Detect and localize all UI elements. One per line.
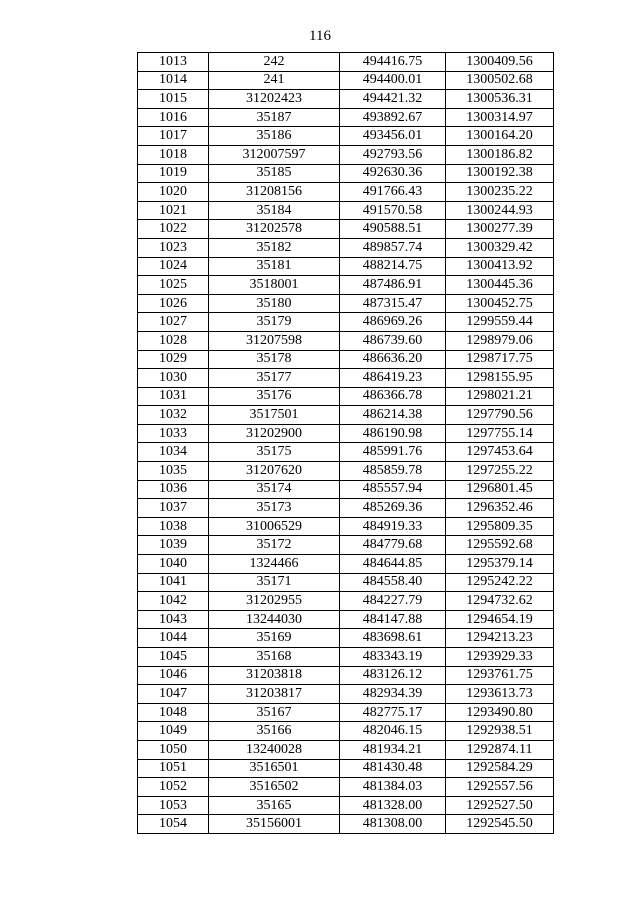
point-id-cell: 3518001 — [209, 276, 340, 295]
table-row — [138, 666, 554, 685]
point-id-cell: 35167 — [209, 703, 340, 722]
point-id-cell: 35186 — [209, 127, 340, 146]
y-coordinate-cell: 1292584.29 — [446, 759, 554, 778]
point-id-cell: 241 — [209, 71, 340, 90]
x-coordinate-cell: 483126.12 — [340, 666, 446, 685]
x-coordinate-cell: 488214.75 — [340, 257, 446, 276]
table-row — [138, 722, 554, 741]
table-row — [138, 648, 554, 667]
point-id-cell: 35172 — [209, 536, 340, 555]
table-row — [138, 499, 554, 518]
y-coordinate-cell: 1300244.93 — [446, 201, 554, 220]
x-coordinate-cell: 482775.17 — [340, 703, 446, 722]
point-id-cell: 35169 — [209, 629, 340, 648]
point-id-cell: 35168 — [209, 648, 340, 667]
table-row — [138, 90, 554, 109]
point-number-cell: 1052 — [138, 778, 209, 797]
x-coordinate-cell: 481934.21 — [340, 740, 446, 759]
table-row — [138, 759, 554, 778]
point-number-cell: 1030 — [138, 369, 209, 388]
point-number-cell: 1028 — [138, 331, 209, 350]
point-id-cell: 35187 — [209, 108, 340, 127]
point-id-cell: 35181 — [209, 257, 340, 276]
y-coordinate-cell: 1295592.68 — [446, 536, 554, 555]
point-id-cell: 13244030 — [209, 610, 340, 629]
point-number-cell: 1022 — [138, 220, 209, 239]
x-coordinate-cell: 492793.56 — [340, 145, 446, 164]
point-id-cell: 35182 — [209, 238, 340, 257]
table-row — [138, 71, 554, 90]
x-coordinate-cell: 491766.43 — [340, 183, 446, 202]
table-row — [138, 629, 554, 648]
x-coordinate-cell: 483343.19 — [340, 648, 446, 667]
table-row — [138, 406, 554, 425]
table-row — [138, 108, 554, 127]
y-coordinate-cell: 1292545.50 — [446, 815, 554, 834]
x-coordinate-cell: 486969.26 — [340, 313, 446, 332]
x-coordinate-cell: 481430.48 — [340, 759, 446, 778]
point-id-cell: 35176 — [209, 387, 340, 406]
point-id-cell: 35171 — [209, 573, 340, 592]
x-coordinate-cell: 483698.61 — [340, 629, 446, 648]
x-coordinate-cell: 493892.67 — [340, 108, 446, 127]
table-row — [138, 555, 554, 574]
x-coordinate-cell: 485557.94 — [340, 480, 446, 499]
y-coordinate-cell: 1298979.06 — [446, 331, 554, 350]
point-id-cell: 35174 — [209, 480, 340, 499]
point-number-cell: 1044 — [138, 629, 209, 648]
point-number-cell: 1040 — [138, 555, 209, 574]
x-coordinate-cell: 484919.33 — [340, 517, 446, 536]
y-coordinate-cell: 1300329.42 — [446, 238, 554, 257]
y-coordinate-cell: 1297790.56 — [446, 406, 554, 425]
table-row — [138, 276, 554, 295]
point-id-cell: 31202955 — [209, 592, 340, 611]
point-id-cell: 35184 — [209, 201, 340, 220]
table-row — [138, 145, 554, 164]
point-number-cell: 1031 — [138, 387, 209, 406]
y-coordinate-cell: 1292938.51 — [446, 722, 554, 741]
table-row — [138, 238, 554, 257]
table-row — [138, 685, 554, 704]
x-coordinate-cell: 486190.98 — [340, 424, 446, 443]
point-number-cell: 1054 — [138, 815, 209, 834]
table-row — [138, 443, 554, 462]
point-id-cell: 35173 — [209, 499, 340, 518]
table-row — [138, 536, 554, 555]
point-id-cell: 13240028 — [209, 740, 340, 759]
point-number-cell: 1027 — [138, 313, 209, 332]
table-row — [138, 778, 554, 797]
y-coordinate-cell: 1300502.68 — [446, 71, 554, 90]
point-id-cell: 3517501 — [209, 406, 340, 425]
point-id-cell: 31203817 — [209, 685, 340, 704]
table-row — [138, 703, 554, 722]
y-coordinate-cell: 1300413.92 — [446, 257, 554, 276]
y-coordinate-cell: 1300314.97 — [446, 108, 554, 127]
x-coordinate-cell: 494421.32 — [340, 90, 446, 109]
table-row — [138, 796, 554, 815]
table-row — [138, 517, 554, 536]
point-number-cell: 1039 — [138, 536, 209, 555]
point-id-cell: 312007597 — [209, 145, 340, 164]
point-id-cell: 31202423 — [209, 90, 340, 109]
y-coordinate-cell: 1298021.21 — [446, 387, 554, 406]
point-number-cell: 1048 — [138, 703, 209, 722]
y-coordinate-cell: 1298717.75 — [446, 350, 554, 369]
point-number-cell: 1029 — [138, 350, 209, 369]
y-coordinate-cell: 1295242.22 — [446, 573, 554, 592]
y-coordinate-cell: 1296352.46 — [446, 499, 554, 518]
point-number-cell: 1051 — [138, 759, 209, 778]
y-coordinate-cell: 1300277.39 — [446, 220, 554, 239]
table-row — [138, 387, 554, 406]
y-coordinate-cell: 1300235.22 — [446, 183, 554, 202]
point-number-cell: 1043 — [138, 610, 209, 629]
x-coordinate-cell: 492630.36 — [340, 164, 446, 183]
point-id-cell: 35165 — [209, 796, 340, 815]
y-coordinate-cell: 1292527.50 — [446, 796, 554, 815]
point-id-cell: 35177 — [209, 369, 340, 388]
coordinates-table-body — [138, 53, 554, 834]
point-number-cell: 1018 — [138, 145, 209, 164]
x-coordinate-cell: 489857.74 — [340, 238, 446, 257]
point-number-cell: 1014 — [138, 71, 209, 90]
table-row — [138, 164, 554, 183]
y-coordinate-cell: 1298155.95 — [446, 369, 554, 388]
x-coordinate-cell: 484644.85 — [340, 555, 446, 574]
point-number-cell: 1053 — [138, 796, 209, 815]
y-coordinate-cell: 1297755.14 — [446, 424, 554, 443]
y-coordinate-cell: 1295379.14 — [446, 555, 554, 574]
point-number-cell: 1025 — [138, 276, 209, 295]
y-coordinate-cell: 1292557.56 — [446, 778, 554, 797]
x-coordinate-cell: 484558.40 — [340, 573, 446, 592]
point-number-cell: 1045 — [138, 648, 209, 667]
point-number-cell: 1047 — [138, 685, 209, 704]
y-coordinate-cell: 1294213.23 — [446, 629, 554, 648]
point-id-cell: 35185 — [209, 164, 340, 183]
table-row — [138, 740, 554, 759]
point-number-cell: 1023 — [138, 238, 209, 257]
y-coordinate-cell: 1299559.44 — [446, 313, 554, 332]
point-number-cell: 1016 — [138, 108, 209, 127]
x-coordinate-cell: 481384.03 — [340, 778, 446, 797]
x-coordinate-cell: 490588.51 — [340, 220, 446, 239]
x-coordinate-cell: 486739.60 — [340, 331, 446, 350]
y-coordinate-cell: 1293490.80 — [446, 703, 554, 722]
point-number-cell: 1021 — [138, 201, 209, 220]
point-number-cell: 1019 — [138, 164, 209, 183]
x-coordinate-cell: 484227.79 — [340, 592, 446, 611]
table-row — [138, 53, 554, 72]
table-row — [138, 350, 554, 369]
coordinates-table — [137, 52, 554, 834]
table-row — [138, 815, 554, 834]
point-number-cell: 1013 — [138, 53, 209, 72]
y-coordinate-cell: 1295809.35 — [446, 517, 554, 536]
y-coordinate-cell: 1300536.31 — [446, 90, 554, 109]
y-coordinate-cell: 1300186.82 — [446, 145, 554, 164]
point-number-cell: 1046 — [138, 666, 209, 685]
point-number-cell: 1032 — [138, 406, 209, 425]
point-number-cell: 1038 — [138, 517, 209, 536]
x-coordinate-cell: 481328.00 — [340, 796, 446, 815]
point-id-cell: 35175 — [209, 443, 340, 462]
point-id-cell: 31203818 — [209, 666, 340, 685]
point-id-cell: 31202578 — [209, 220, 340, 239]
x-coordinate-cell: 484147.88 — [340, 610, 446, 629]
x-coordinate-cell: 485991.76 — [340, 443, 446, 462]
y-coordinate-cell: 1300445.36 — [446, 276, 554, 295]
point-number-cell: 1034 — [138, 443, 209, 462]
x-coordinate-cell: 486214.38 — [340, 406, 446, 425]
point-id-cell: 31207598 — [209, 331, 340, 350]
table-row — [138, 610, 554, 629]
table-row — [138, 331, 554, 350]
point-id-cell: 3516501 — [209, 759, 340, 778]
point-number-cell: 1017 — [138, 127, 209, 146]
point-id-cell: 35180 — [209, 294, 340, 313]
y-coordinate-cell: 1297453.64 — [446, 443, 554, 462]
page-number: 116 — [309, 28, 331, 44]
y-coordinate-cell: 1294732.62 — [446, 592, 554, 611]
y-coordinate-cell: 1300409.56 — [446, 53, 554, 72]
point-number-cell: 1020 — [138, 183, 209, 202]
point-number-cell: 1037 — [138, 499, 209, 518]
y-coordinate-cell: 1292874.11 — [446, 740, 554, 759]
table-row — [138, 183, 554, 202]
y-coordinate-cell: 1293929.33 — [446, 648, 554, 667]
point-id-cell: 1324466 — [209, 555, 340, 574]
y-coordinate-cell: 1300452.75 — [446, 294, 554, 313]
table-row — [138, 294, 554, 313]
table-row — [138, 573, 554, 592]
table-row — [138, 313, 554, 332]
point-number-cell: 1036 — [138, 480, 209, 499]
point-id-cell: 35156001 — [209, 815, 340, 834]
point-id-cell: 31207620 — [209, 462, 340, 481]
x-coordinate-cell: 481308.00 — [340, 815, 446, 834]
table-row — [138, 220, 554, 239]
point-number-cell: 1024 — [138, 257, 209, 276]
x-coordinate-cell: 486636.20 — [340, 350, 446, 369]
point-id-cell: 35166 — [209, 722, 340, 741]
table-row — [138, 462, 554, 481]
point-number-cell: 1035 — [138, 462, 209, 481]
point-id-cell: 35179 — [209, 313, 340, 332]
point-number-cell: 1050 — [138, 740, 209, 759]
point-id-cell: 31202900 — [209, 424, 340, 443]
x-coordinate-cell: 486419.23 — [340, 369, 446, 388]
table-row — [138, 257, 554, 276]
table-row — [138, 369, 554, 388]
x-coordinate-cell: 487486.91 — [340, 276, 446, 295]
x-coordinate-cell: 491570.58 — [340, 201, 446, 220]
point-number-cell: 1049 — [138, 722, 209, 741]
x-coordinate-cell: 493456.01 — [340, 127, 446, 146]
x-coordinate-cell: 485859.78 — [340, 462, 446, 481]
table-row — [138, 592, 554, 611]
x-coordinate-cell: 494416.75 — [340, 53, 446, 72]
point-number-cell: 1015 — [138, 90, 209, 109]
y-coordinate-cell: 1296801.45 — [446, 480, 554, 499]
x-coordinate-cell: 484779.68 — [340, 536, 446, 555]
table-row — [138, 127, 554, 146]
x-coordinate-cell: 482046.15 — [340, 722, 446, 741]
point-id-cell: 31006529 — [209, 517, 340, 536]
x-coordinate-cell: 486366.78 — [340, 387, 446, 406]
y-coordinate-cell: 1300192.38 — [446, 164, 554, 183]
x-coordinate-cell: 494400.01 — [340, 71, 446, 90]
table-row — [138, 480, 554, 499]
y-coordinate-cell: 1294654.19 — [446, 610, 554, 629]
point-number-cell: 1042 — [138, 592, 209, 611]
y-coordinate-cell: 1293613.73 — [446, 685, 554, 704]
point-id-cell: 3516502 — [209, 778, 340, 797]
y-coordinate-cell: 1300164.20 — [446, 127, 554, 146]
table-row — [138, 201, 554, 220]
point-number-cell: 1041 — [138, 573, 209, 592]
y-coordinate-cell: 1293761.75 — [446, 666, 554, 685]
point-id-cell: 31208156 — [209, 183, 340, 202]
point-number-cell: 1033 — [138, 424, 209, 443]
point-number-cell: 1026 — [138, 294, 209, 313]
y-coordinate-cell: 1297255.22 — [446, 462, 554, 481]
x-coordinate-cell: 482934.39 — [340, 685, 446, 704]
x-coordinate-cell: 487315.47 — [340, 294, 446, 313]
point-id-cell: 242 — [209, 53, 340, 72]
table-row — [138, 424, 554, 443]
x-coordinate-cell: 485269.36 — [340, 499, 446, 518]
point-id-cell: 35178 — [209, 350, 340, 369]
